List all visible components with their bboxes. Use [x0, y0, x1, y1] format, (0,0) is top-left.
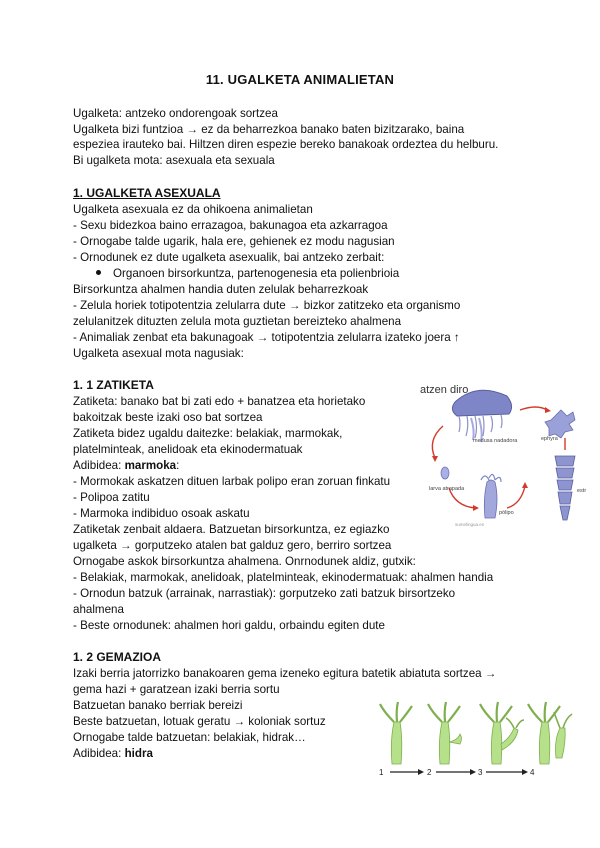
hydra-budding-figure: [370, 700, 592, 780]
subsection-heading: 1. 2 GEMAZIOA: [73, 650, 162, 664]
jellyfish-lifecycle-figure: [415, 380, 593, 530]
cycle-arrow: [520, 407, 547, 410]
step-number: 4: [530, 768, 535, 777]
text-line: Beste batzuetan, lotuak geratu → koloniak sortuz: [73, 715, 326, 728]
example-line: [73, 458, 179, 473]
text-line: - Ornodun batzuk (arrainak, narrastiak): gorputzeko zati batzuk birsortzeko: [73, 587, 456, 600]
intro-line: Bi ugalketa mota: asexuala eta sexuala: [73, 154, 275, 167]
hydra-stage-4-illustration: [528, 702, 572, 764]
hydra-stage-2-illustration: [428, 702, 462, 764]
example-line: [73, 746, 153, 761]
polyp-illustration: [481, 474, 501, 518]
example-value: hidra: [124, 747, 153, 760]
text-line: Ornogabe talde batzuetan: belakiak, hidrak…: [73, 731, 306, 744]
example-value: marmoka: [124, 459, 177, 472]
text-line: - Ornodunek ez dute ugalketa asexualik, bai antzeko zerbait:: [73, 251, 385, 264]
bullet-dot-icon: [96, 270, 101, 275]
text-line: ugalketa → gorputzeko atalen bat galduz gero, berriro sortzea: [73, 539, 392, 552]
example-label: Adibidea:: [73, 459, 125, 472]
text-line: bakoitzak beste izaki oso bat sortzea: [73, 411, 263, 424]
text-line: - Polipoa zatitu: [73, 491, 150, 504]
intro-line: espeziea irauteko bai. Hiltzen diren espezie bereko banakoak ordeztea du helburu.: [73, 138, 499, 151]
medusa-illustration: [452, 390, 511, 442]
text-line: Batzuetan banako berriak bereizi: [73, 699, 243, 712]
bullet-item: [96, 266, 399, 281]
text-line: Ugalketa asexual mota nagusiak:: [73, 347, 244, 360]
page-title: 11. UGALKETA ANIMALIETAN: [205, 72, 395, 87]
figure-watermark: sumelingua.es: [455, 522, 485, 527]
text-line: ahalmena: [73, 603, 124, 616]
text-line: Izaki berria jatorrizko banakoaren gema izeneko egitura batetik abiatuta sortzea →: [73, 667, 497, 680]
step-number: 2: [427, 768, 432, 777]
strobila-illustration: [555, 456, 575, 520]
larva-illustration: [441, 467, 449, 479]
subsection-heading: 1. 1 ZATIKETA: [73, 378, 154, 392]
text-line: - Sexu bidezkoa baino errazagoa, bakunagoa eta azkarragoa: [73, 219, 388, 232]
text-line: Birsorkuntza ahalmen handia duten zelulak beharrezkoak: [73, 283, 369, 296]
text-line: gema hazi + garatzean izaki berria sortu: [73, 683, 280, 696]
text-line: Ornogabe askok birsorkuntza ahalmena. Onrnodunek aldiz, gutxik:: [73, 555, 416, 568]
text-line: - Beste ornodunek: ahalmen hori galdu, orbaindu egiten dute: [73, 619, 385, 632]
text-line: - Zelula horiek totipotentzia zelularra dute → bizkor zatitzeko eta organismo: [73, 299, 461, 312]
text-line: - Ornogabe talde ugarik, hala ere, gehienek ez modu nagusian: [73, 235, 395, 248]
figure-label: estr: [577, 488, 587, 494]
text-line: - Marmoka indibiduo osoak askatu: [73, 507, 250, 520]
text-line: Zatiketa: banako bat bi zati edo + banatzea eta horietako: [73, 395, 366, 408]
example-label: Adibidea:: [73, 747, 125, 760]
hydra-stage-3-illustration: [480, 702, 524, 764]
intro-line: Ugalketa: antzeko ondorengoak sortzea: [73, 107, 278, 120]
text-line: Zatiketak zenbait aldaera. Batzuetan birsorkuntza, ez egiazko: [73, 523, 390, 536]
cycle-arrow: [432, 426, 443, 458]
cycle-arrow: [507, 486, 525, 508]
example-colon: :: [176, 459, 180, 472]
figure-label: ephyra: [541, 436, 558, 442]
intro-line: Ugalketa bizi funtzioa → ez da beharrezkoa banako baten bizitzarako, baina: [73, 123, 465, 136]
text-line: platelminteak, anelidoak eta ekinodermatuak: [73, 443, 303, 456]
figure-header-text: atzen diro: [420, 384, 469, 396]
figure-label: pólipo: [499, 510, 514, 516]
text-line: Ugalketa asexuala ez da ohikoena animalietan: [73, 203, 313, 216]
figure-label: medusa nadadora: [473, 438, 518, 444]
section-heading: 1. UGALKETA ASEXUALA: [73, 186, 221, 200]
step-number: 3: [478, 768, 483, 777]
text-line: - Mormokak askatzen dituen larbak polipo eran zoruan finkatu: [73, 475, 391, 488]
hydra-stage-1-illustration: [380, 702, 412, 764]
figure-label: larva atrapada: [429, 486, 465, 492]
text-line: zelulanitzek dituzten zelula mota guztietan bereizteko ahalmena: [73, 315, 402, 328]
bullet-text: Organoen birsorkuntza, partenogenesia eta polienbrioia: [113, 267, 400, 280]
text-line: Zatiketa bidez ugaldu daitezke: belakiak, marmokak,: [73, 427, 343, 440]
ephyra-illustration: [545, 410, 575, 438]
step-number: 1: [379, 768, 384, 777]
text-line: - Animaliak zenbat eta bakunagoak → totipotentzia zelularra izateko joera ↑: [73, 331, 460, 344]
text-line: - Belakiak, marmokak, anelidoak, platelminteak, ekinodermatuak: ahalmen handia: [73, 571, 494, 584]
